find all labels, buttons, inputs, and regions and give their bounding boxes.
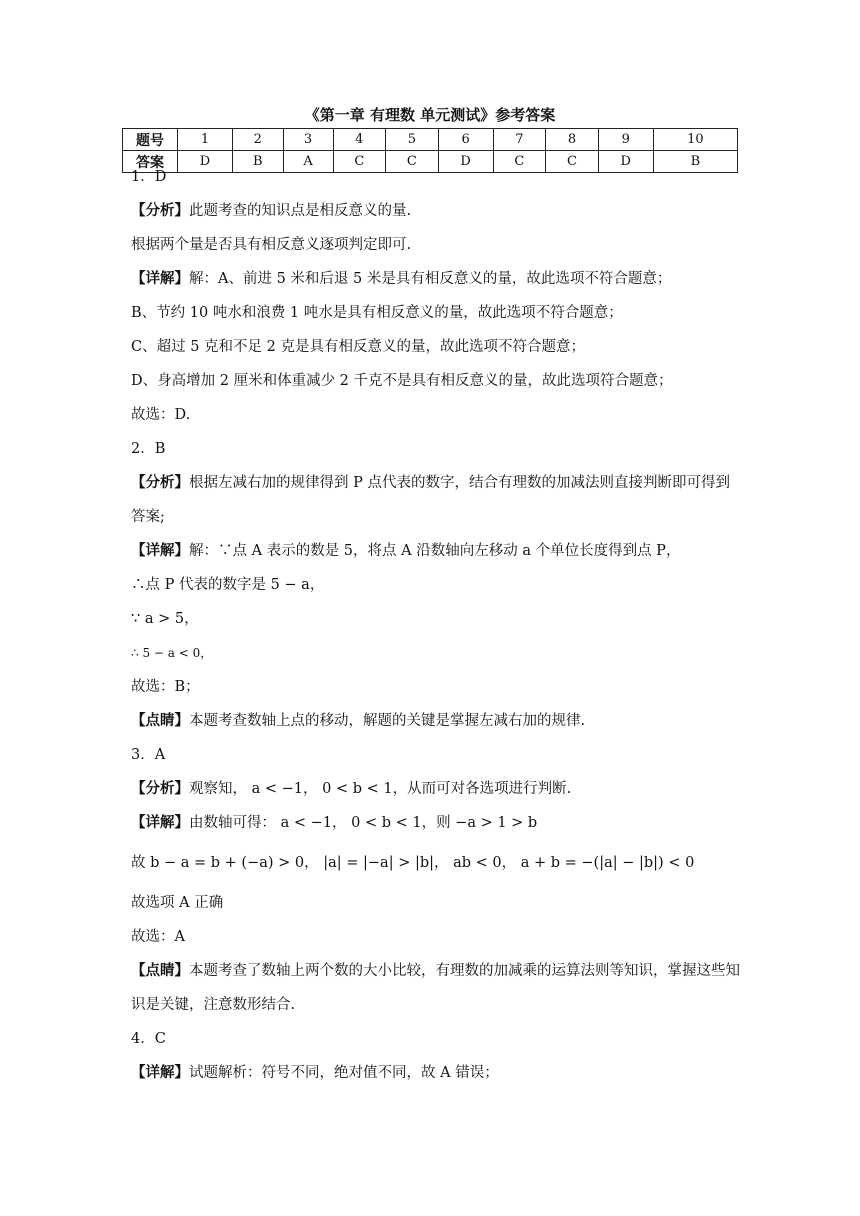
q2-number: 2．B [131,441,166,457]
q1-detail-line-3: C、超过 5 克和不足 2 克是具有相反意义的量，故此选项不符合题意； [131,339,585,355]
q3-line-3: 故选项 A 正确 [131,895,224,911]
detail-tag: 【详解】 [131,271,189,287]
q2-analysis [131,466,741,534]
q1-analysis-line-2: 根据两个量是否具有相反意义逐项判定即可. [131,237,412,253]
q1-detail-line-4: D、身高增加 2 厘米和体重减少 2 千克不是具有相反意义的量，故此选项符合题意； [131,373,673,389]
answer-cell: D [438,151,493,173]
q2-line-2: ∴点 P 代表的数字是 5 − a， [131,577,325,593]
answer-cell: B [232,151,283,173]
answer-table-number-row [123,129,738,151]
q1-detail-line-2: B、节约 10 吨水和浪费 1 吨水是具有相反意义的量，故此选项不符合题意； [131,305,623,321]
analysis-tag: 【分析】 [131,781,189,797]
number-cell: 1 [178,129,233,151]
number-header-cell: 题号 [123,129,178,151]
detail-tag: 【详解】 [131,815,189,831]
q3-analysis [131,779,741,799]
solutions-body [131,167,741,1097]
analysis-tag: 【分析】 [131,475,189,491]
q1-analysis-text: 此题考查的知识点是相反意义的量. [189,203,412,219]
answer-cell: A [283,151,333,173]
q2-comment-text: 本题考查数轴上点的移动，解题的关键是掌握左减右加的规律. [189,713,586,729]
comment-tag: 【点睛】 [131,963,189,979]
q2-analysis-text: 根据左减右加的规律得到 P 点代表的数字，结合有理数的加减法则直接判断即可得到答案; [131,475,730,525]
q2-detail [131,541,741,561]
q1-analysis [131,201,741,221]
q3-detail [131,813,741,833]
q2-conclusion: 故选：B； [131,679,200,695]
answer-cell: C [333,151,386,173]
number-cell: 2 [232,129,283,151]
answer-cell: C [546,151,599,173]
q1-conclusion: 故选：D. [131,407,191,423]
analysis-tag: 【分析】 [131,203,189,219]
q3-detail-text: 由数轴可得： a < −1， 0 < b < 1，则 −a > 1 > b [189,815,538,831]
answer-cell: D [598,151,653,173]
q3-comment-text: 本题考查了数轴上两个数的大小比较，有理数的加减乘的运算法则等知识，掌握这些知识是关键，注意数形结合. [131,963,740,1013]
q2-line-3: ∵ a > 5， [131,611,199,627]
number-cell: 5 [386,129,439,151]
number-cell: 10 [653,129,737,151]
q2-line-4: ∴ 5 − a < 0， [131,646,213,660]
comment-tag: 【点睛】 [131,713,189,729]
q4-detail-text: 试题解析：符号不同，绝对值不同，故 A 错误； [189,1065,499,1081]
q2-detail-text: 解：∵点 A 表示的数是 5，将点 A 沿数轴向左移动 a 个单位长度得到点 P， [189,543,681,559]
q1-number: 1．D [131,169,167,185]
answer-cell: B [653,151,737,173]
detail-tag: 【详解】 [131,543,189,559]
q1-detail [131,269,741,289]
number-cell: 9 [598,129,653,151]
q1-detail-text: 解：A、前进 5 米和后退 5 米是具有相反意义的量，故此选项不符合题意； [189,271,672,287]
number-cell: 6 [438,129,493,151]
q4-detail [131,1063,741,1083]
q3-number: 3．A [131,747,166,763]
answer-header-cell: 答案 [123,151,178,173]
number-cell: 8 [546,129,599,151]
answer-cell: C [386,151,439,173]
detail-tag: 【详解】 [131,1065,189,1081]
answer-cell: C [493,151,546,173]
q4-number: 4．C [131,1031,166,1047]
number-cell: 3 [283,129,333,151]
number-cell: 4 [333,129,386,151]
q3-analysis-text: 观察知， a < −1， 0 < b < 1，从而可对各选项进行判断. [189,781,572,797]
q3-line-2: 故 b − a = b + (−a) > 0， |a| = |−a| > |b|， ab < 0， a + b = −(|a| − |b|) < 0 [131,855,695,871]
q3-conclusion: 故选：A [131,929,185,945]
q3-comment [131,954,741,1022]
answer-cell: D [178,151,233,173]
q2-comment [131,711,741,731]
number-cell: 7 [493,129,546,151]
page-title: 《第一章 有理数 单元测试》参考答案 [304,106,556,124]
